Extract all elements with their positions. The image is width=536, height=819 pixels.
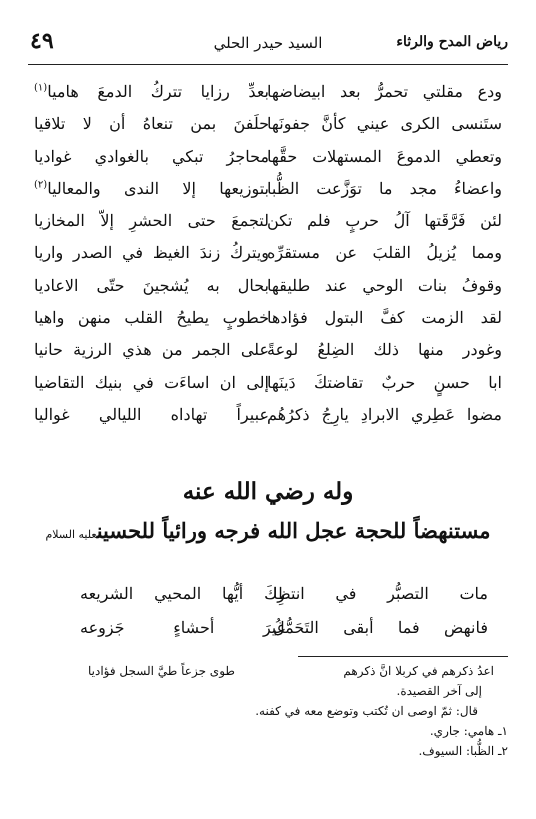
footnote-2: ٢ـ الظُّبا: السيوف. [418, 744, 508, 758]
verse [28, 179, 508, 211]
author-name: السيد حيدر الحلي [213, 34, 323, 52]
hemistich-first: وقوفُ بنات الوحي عند طليقها [267, 275, 502, 295]
verse [28, 584, 508, 618]
hemistich-first: مضوا عَطِري الابرادِ يارِجُ ذكرُهُم [267, 404, 502, 424]
hemistich-second: محاجرُ تبكي بالغوادي غواديا [34, 146, 269, 166]
footnote-verse-second: طوى جزعاً طيَّ السجل فؤاديا [88, 664, 235, 678]
verse [28, 114, 508, 146]
footnote-line: إلى آخر القصيدة. [396, 684, 482, 698]
hemistich-first: ابا حسنٍ حربٌ تقاضتكَ دَينَها [267, 372, 502, 392]
hemistich-second: رِكَ أيُّها المحيي الشريعه [80, 584, 285, 603]
section-heading: وله رضي الله عنه [182, 478, 354, 505]
hemistich-first: ودع مقلتي تحمرُّ بعد ابيضاضها [267, 82, 502, 101]
honorific-mark: عليه السلام [45, 528, 97, 541]
footnote-1: ١ـ هامي: جاري. [429, 724, 508, 738]
hemistich-first: واعضاءُ مجد ما توَزَّعت الظُّبا [267, 178, 502, 198]
verse [28, 82, 508, 114]
hemistich-second: ويتركُ زندَ الغيظ في الصدر واريا [34, 243, 269, 263]
footnote-divider [298, 656, 508, 657]
poem-second [28, 584, 508, 652]
verse [28, 405, 508, 437]
section-subheading: مستنهضاً للحجة عجل الله فرجه ورائياً للحسينعليه السلام [45, 518, 491, 543]
verse [28, 147, 508, 179]
verse [28, 211, 508, 243]
hemistich-first: وغودر منها ذلك الضِلعُ لوعةً [267, 340, 502, 360]
hemistich-second: بتوزيعها إلا الندى والمعاليا$^{(٢)}$ [34, 178, 269, 198]
hemistich-second: عبيراً تهاداه الليالي غواليا [34, 404, 269, 424]
footnote-verse [28, 664, 508, 684]
footnote-marker: (٢) [34, 179, 48, 191]
footnotes [28, 664, 508, 764]
verse [28, 373, 508, 405]
hemistich-second: خطوبٍ يطيحُ القلب منهن واهيا [34, 308, 269, 328]
hemistich-second: إلى ان اساءَت في بنيك التقاضيا [34, 372, 269, 392]
page-number: ٤٩ [30, 28, 54, 54]
verse [28, 340, 508, 372]
hemistich-second: غيرَ أحشاءٍ جَزوعه [80, 618, 285, 637]
poem-main [28, 82, 508, 437]
footnote-verse-first: اعدُ ذكرهم في كربلا انَّ ذكرهم [343, 664, 494, 678]
verse [28, 276, 508, 308]
hemistich-first: لقد الزمت كفَّ البتول فؤادها [267, 308, 502, 328]
hemistich-second: بحال به يُشجينَ حتّى الاعاديا [34, 275, 269, 295]
footnote-marker: (١) [34, 82, 48, 94]
hemistich-first: فانهض فما أبقى التَحَمُّلُ [273, 618, 488, 637]
book-title: رياض المدح والرثاء [396, 34, 508, 50]
footnote-line: قال: ثمّ اوصى ان تُكتب وتوضع معه في كفنه. [255, 704, 478, 718]
verse [28, 243, 508, 275]
hemistich-second: على الجمر من هذي الرزية حانيا [34, 340, 269, 360]
hemistich-first: مات التصبُّر في انتظا [273, 584, 488, 603]
hemistich-second: لتجمعَ حتى الحشرِ إلاّ المخازيا [34, 211, 269, 231]
verse [28, 618, 508, 652]
running-header [28, 28, 508, 60]
hemistich-first: وتعطي الدموعَ المستهلات حقَّها [267, 146, 502, 166]
hemistich-first: ستَنسى الكرى عيني كأنَّ جفونَها [267, 114, 502, 134]
hemistich-second: بعدِّ رزايا تتركُ الدمعَ هاميا$^{(١)}$ [34, 82, 269, 101]
header-divider [28, 64, 508, 65]
verse [28, 308, 508, 340]
hemistich-first: لئن فَرَّقَتها آلُ حربٍ فلم تكن [267, 211, 502, 231]
hemistich-first: ومما يُزيلُ القلبَ عن مستقرِّه [267, 243, 502, 263]
hemistich-second: حلَفنَ بمن تنعاهُ أن لا تلاقيا [34, 114, 269, 134]
